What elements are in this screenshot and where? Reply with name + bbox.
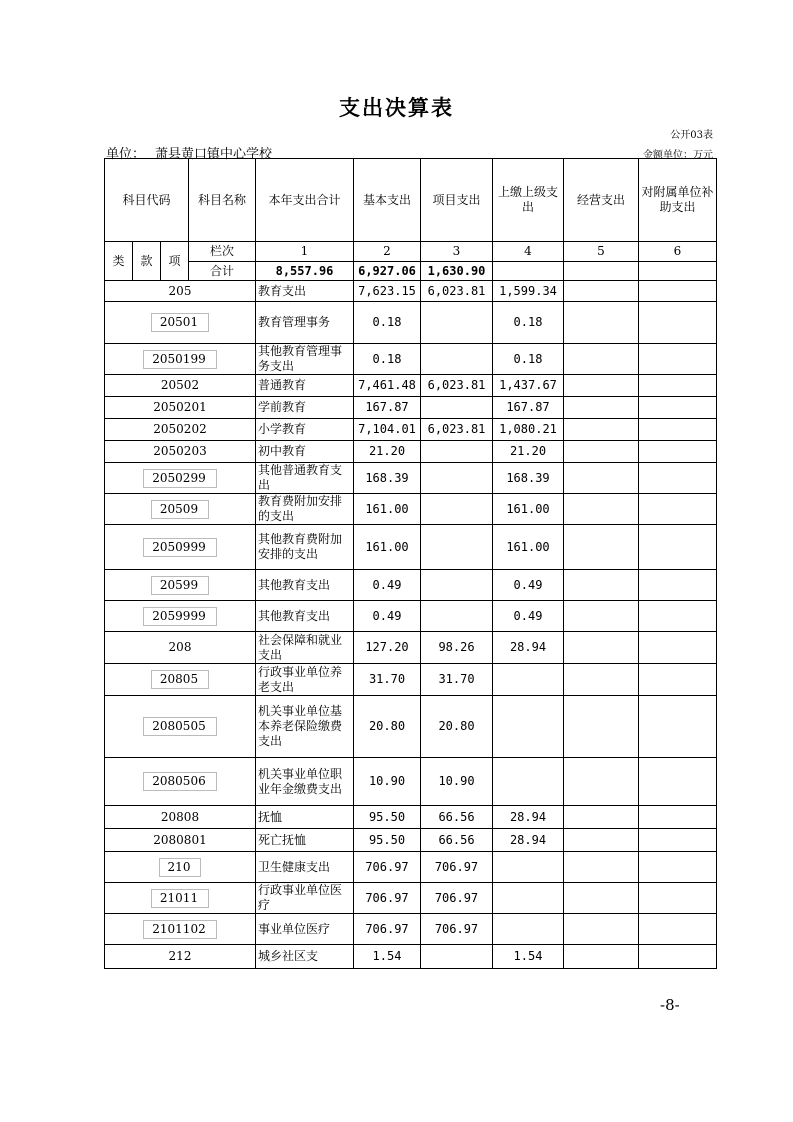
amount-total: 21.20: [354, 441, 421, 463]
table-row: [105, 883, 717, 914]
subject-code-cell: [105, 664, 256, 696]
amount-total: 1.54: [354, 945, 421, 969]
amount-upper: [564, 696, 639, 758]
amount-business: [639, 525, 717, 570]
subject-code: 2101102: [143, 920, 216, 939]
amount-upper: [564, 281, 639, 302]
subject-code-cell: [105, 463, 256, 494]
amount-business: [639, 441, 717, 463]
amount-basic: [421, 463, 493, 494]
subject-code-cell: [105, 883, 256, 914]
amount-project: 161.00: [493, 494, 564, 525]
amount-business: [639, 664, 717, 696]
col-number: 1: [256, 242, 354, 262]
amount-project: 1,080.21: [493, 419, 564, 441]
amount-business: [639, 302, 717, 344]
table-row: [105, 664, 717, 696]
amount-business: [639, 397, 717, 419]
subject-code: 212: [168, 949, 192, 963]
table-row: [105, 494, 717, 525]
amount-total: 0.18: [354, 344, 421, 375]
subject-code-cell: [105, 852, 256, 883]
subject-code-cell: [105, 441, 256, 463]
subject-name: 事业单位医疗: [256, 914, 354, 945]
amount-total: 31.70: [354, 664, 421, 696]
amount-total: 95.50: [354, 829, 421, 852]
amount-upper: [564, 570, 639, 601]
subject-code: 21011: [151, 889, 209, 908]
subject-code: 210: [159, 858, 202, 877]
table-row: [105, 344, 717, 375]
subject-code-cell: [105, 525, 256, 570]
amount-basic: 6,023.81: [421, 419, 493, 441]
header-project: 项目支出: [421, 159, 493, 242]
table-row: [105, 945, 717, 969]
subject-name: 行政事业单位养老支出: [256, 664, 354, 696]
subject-name: 学前教育: [256, 397, 354, 419]
subject-code-cell: [105, 281, 256, 302]
money-unit: 金额单位：万元: [643, 150, 713, 161]
unit-value: 萧县黄口镇中心学校: [155, 147, 273, 162]
amount-basic: 706.97: [421, 852, 493, 883]
subject-name: 机关事业单位基本养老保险缴费支出: [256, 696, 354, 758]
subject-name: 死亡抚恤: [256, 829, 354, 852]
subject-name: 小学教育: [256, 419, 354, 441]
subject-code-cell: [105, 758, 256, 806]
amount-upper: [564, 441, 639, 463]
table-row: [105, 419, 717, 441]
amount-business: [639, 945, 717, 969]
subject-name: 其他教育支出: [256, 601, 354, 632]
table-row: [105, 463, 717, 494]
subject-code-cell: [105, 375, 256, 397]
amount-upper: [564, 806, 639, 829]
amount-business: [639, 419, 717, 441]
subject-code: 2080506: [143, 772, 216, 791]
amount-upper: [564, 302, 639, 344]
amount-project: 1,437.67: [493, 375, 564, 397]
header-basic: 基本支出: [354, 159, 421, 242]
subject-name: 社会保障和就业支出: [256, 632, 354, 664]
amount-business: [639, 494, 717, 525]
total-sum: 8,557.96: [256, 262, 354, 281]
subject-code-cell: [105, 945, 256, 969]
amount-upper: [564, 883, 639, 914]
subject-code: 205: [168, 283, 192, 298]
amount-basic: 66.56: [421, 829, 493, 852]
amount-total: 161.00: [354, 494, 421, 525]
amount-business: [639, 914, 717, 945]
subject-code: 2050199: [143, 350, 216, 369]
subject-code-cell: [105, 632, 256, 664]
amount-basic: [421, 302, 493, 344]
subject-code: 2050203: [153, 444, 207, 458]
amount-business: [639, 601, 717, 632]
amount-project: 1.54: [493, 945, 564, 969]
amount-total: 706.97: [354, 883, 421, 914]
subject-name: 其他教育支出: [256, 570, 354, 601]
subject-code-cell: [105, 601, 256, 632]
amount-business: [639, 632, 717, 664]
subject-name: 教育管理事务: [256, 302, 354, 344]
amount-upper: [564, 664, 639, 696]
amount-upper: [564, 344, 639, 375]
page-number: -8-: [660, 996, 680, 1014]
subject-name: 普通教育: [256, 375, 354, 397]
col-number: 6: [639, 242, 717, 262]
amount-basic: [421, 441, 493, 463]
amount-total: 706.97: [354, 852, 421, 883]
subject-name: 其他教育管理事务支出: [256, 344, 354, 375]
subject-name: 初中教育: [256, 441, 354, 463]
amount-basic: [421, 397, 493, 419]
amount-total: 0.18: [354, 302, 421, 344]
amount-total: 10.90: [354, 758, 421, 806]
table-row: [105, 601, 717, 632]
subject-code-cell: [105, 494, 256, 525]
amount-basic: 98.26: [421, 632, 493, 664]
subject-code: 2059999: [143, 607, 216, 626]
subject-code: 20805: [151, 670, 209, 689]
amount-business: [639, 281, 717, 302]
data-rows: [105, 281, 717, 969]
header-upper: 上缴上级支出: [493, 159, 564, 242]
table-row: [105, 806, 717, 829]
amount-business: [639, 696, 717, 758]
col-number: 2: [354, 242, 421, 262]
page-title: 支出决算表: [339, 95, 454, 120]
subject-name: 抚恤: [256, 806, 354, 829]
header-subsidy: 对附属单位补助支出: [639, 159, 717, 242]
table-row: [105, 696, 717, 758]
amount-total: 161.00: [354, 525, 421, 570]
table-row: [105, 852, 717, 883]
amount-project: [493, 696, 564, 758]
header-name: 科目名称: [189, 159, 256, 242]
amount-total: 127.20: [354, 632, 421, 664]
amount-basic: 706.97: [421, 914, 493, 945]
table-row: [105, 914, 717, 945]
header-total: 本年支出合计: [256, 159, 354, 242]
subject-name: 机关事业单位职业年金缴费支出: [256, 758, 354, 806]
amount-project: 0.18: [493, 344, 564, 375]
subject-code-cell: [105, 696, 256, 758]
subject-code: 2050999: [143, 538, 216, 557]
table-row: [105, 525, 717, 570]
amount-basic: 706.97: [421, 883, 493, 914]
amount-business: [639, 344, 717, 375]
amount-basic: [421, 601, 493, 632]
subject-code: 2050201: [153, 400, 207, 414]
amount-basic: 31.70: [421, 664, 493, 696]
totals-row: [105, 262, 717, 281]
total-basic: 6,927.06: [354, 262, 421, 281]
form-number: 公开03表: [670, 130, 713, 141]
amount-project: 1,599.34: [493, 281, 564, 302]
amount-business: [639, 829, 717, 852]
amount-project: 28.94: [493, 806, 564, 829]
table-row: [105, 441, 717, 463]
table-row: [105, 570, 717, 601]
amount-total: 7,461.48: [354, 375, 421, 397]
subject-code: 2080801: [153, 832, 207, 847]
amount-project: 0.49: [493, 601, 564, 632]
subject-code: 2050299: [143, 469, 216, 488]
col-number: 5: [564, 242, 639, 262]
amount-upper: [564, 419, 639, 441]
amount-upper: [564, 463, 639, 494]
subject-code: 20502: [160, 378, 200, 392]
amount-upper: [564, 829, 639, 852]
table-row: [105, 829, 717, 852]
amount-basic: 10.90: [421, 758, 493, 806]
header-business: 经营支出: [564, 159, 639, 242]
total-project: 1,630.90: [421, 262, 493, 281]
subject-code-cell: [105, 302, 256, 344]
amount-project: [493, 914, 564, 945]
header-lei: 类: [105, 242, 133, 281]
header-kuan: 款: [133, 242, 161, 281]
subject-code-cell: [105, 397, 256, 419]
subject-name: 城乡社区支: [256, 945, 354, 969]
subject-code-cell: [105, 829, 256, 852]
amount-project: [493, 883, 564, 914]
amount-basic: [421, 570, 493, 601]
amount-project: 28.94: [493, 829, 564, 852]
amount-upper: [564, 525, 639, 570]
subject-name: 行政事业单位医疗: [256, 883, 354, 914]
table-row: [105, 397, 717, 419]
amount-upper: [564, 945, 639, 969]
amount-upper: [564, 632, 639, 664]
subject-code: 20599: [151, 576, 209, 595]
amount-project: 0.49: [493, 570, 564, 601]
subject-code-cell: [105, 344, 256, 375]
subject-code-cell: [105, 914, 256, 945]
amount-total: 7,104.01: [354, 419, 421, 441]
subject-name: 其他教育费附加安排的支出: [256, 525, 354, 570]
column-number-row: [105, 242, 717, 262]
amount-upper: [564, 914, 639, 945]
total-label: 合计: [189, 262, 256, 281]
amount-business: [639, 463, 717, 494]
subject-name: 其他普通教育支出: [256, 463, 354, 494]
subject-code: 20501: [151, 313, 209, 332]
amount-project: [493, 758, 564, 806]
subject-code-cell: [105, 419, 256, 441]
col-number: 3: [421, 242, 493, 262]
amount-upper: [564, 758, 639, 806]
subject-code: 2050202: [153, 422, 207, 436]
amount-business: [639, 375, 717, 397]
col-number: 4: [493, 242, 564, 262]
amount-total: 167.87: [354, 397, 421, 419]
header-code: 科目代码: [105, 159, 189, 242]
amount-project: [493, 852, 564, 883]
table-row: [105, 632, 717, 664]
amount-project: 21.20: [493, 441, 564, 463]
amount-upper: [564, 852, 639, 883]
amount-basic: 6,023.81: [421, 281, 493, 302]
subject-name: 卫生健康支出: [256, 852, 354, 883]
amount-total: 95.50: [354, 806, 421, 829]
amount-total: 0.49: [354, 601, 421, 632]
amount-business: [639, 570, 717, 601]
subject-code-cell: [105, 570, 256, 601]
amount-basic: [421, 344, 493, 375]
amount-total: 20.80: [354, 696, 421, 758]
amount-business: [639, 758, 717, 806]
table-row: [105, 281, 717, 302]
unit-label: 单位：: [106, 147, 146, 162]
amount-business: [639, 883, 717, 914]
amount-total: 706.97: [354, 914, 421, 945]
expenditure-table: [104, 158, 717, 969]
amount-upper: [564, 397, 639, 419]
amount-upper: [564, 494, 639, 525]
amount-project: [493, 664, 564, 696]
amount-basic: [421, 494, 493, 525]
header-row: [105, 159, 717, 242]
amount-project: 161.00: [493, 525, 564, 570]
amount-project: 28.94: [493, 632, 564, 664]
amount-upper: [564, 375, 639, 397]
amount-basic: 20.80: [421, 696, 493, 758]
subject-code-cell: [105, 806, 256, 829]
amount-basic: 6,023.81: [421, 375, 493, 397]
amount-project: 0.18: [493, 302, 564, 344]
header-xiang: 项: [161, 242, 189, 281]
amount-project: 168.39: [493, 463, 564, 494]
amount-upper: [564, 601, 639, 632]
amount-business: [639, 852, 717, 883]
amount-basic: [421, 525, 493, 570]
table-row: [105, 758, 717, 806]
subject-name: 教育支出: [256, 281, 354, 302]
table-row: [105, 302, 717, 344]
amount-total: 7,623.15: [354, 281, 421, 302]
amount-project: 167.87: [493, 397, 564, 419]
table-row: [105, 375, 717, 397]
subject-code: 20509: [151, 500, 209, 519]
amount-total: 168.39: [354, 463, 421, 494]
subject-name: 教育费附加安排的支出: [256, 494, 354, 525]
amount-basic: 66.56: [421, 806, 493, 829]
amount-business: [639, 806, 717, 829]
amount-total: 0.49: [354, 570, 421, 601]
header-lanci: 栏次: [189, 242, 256, 262]
subject-code: 20808: [160, 809, 200, 824]
subject-code: 208: [168, 640, 192, 654]
amount-basic: [421, 945, 493, 969]
subject-code: 2080505: [143, 717, 216, 736]
